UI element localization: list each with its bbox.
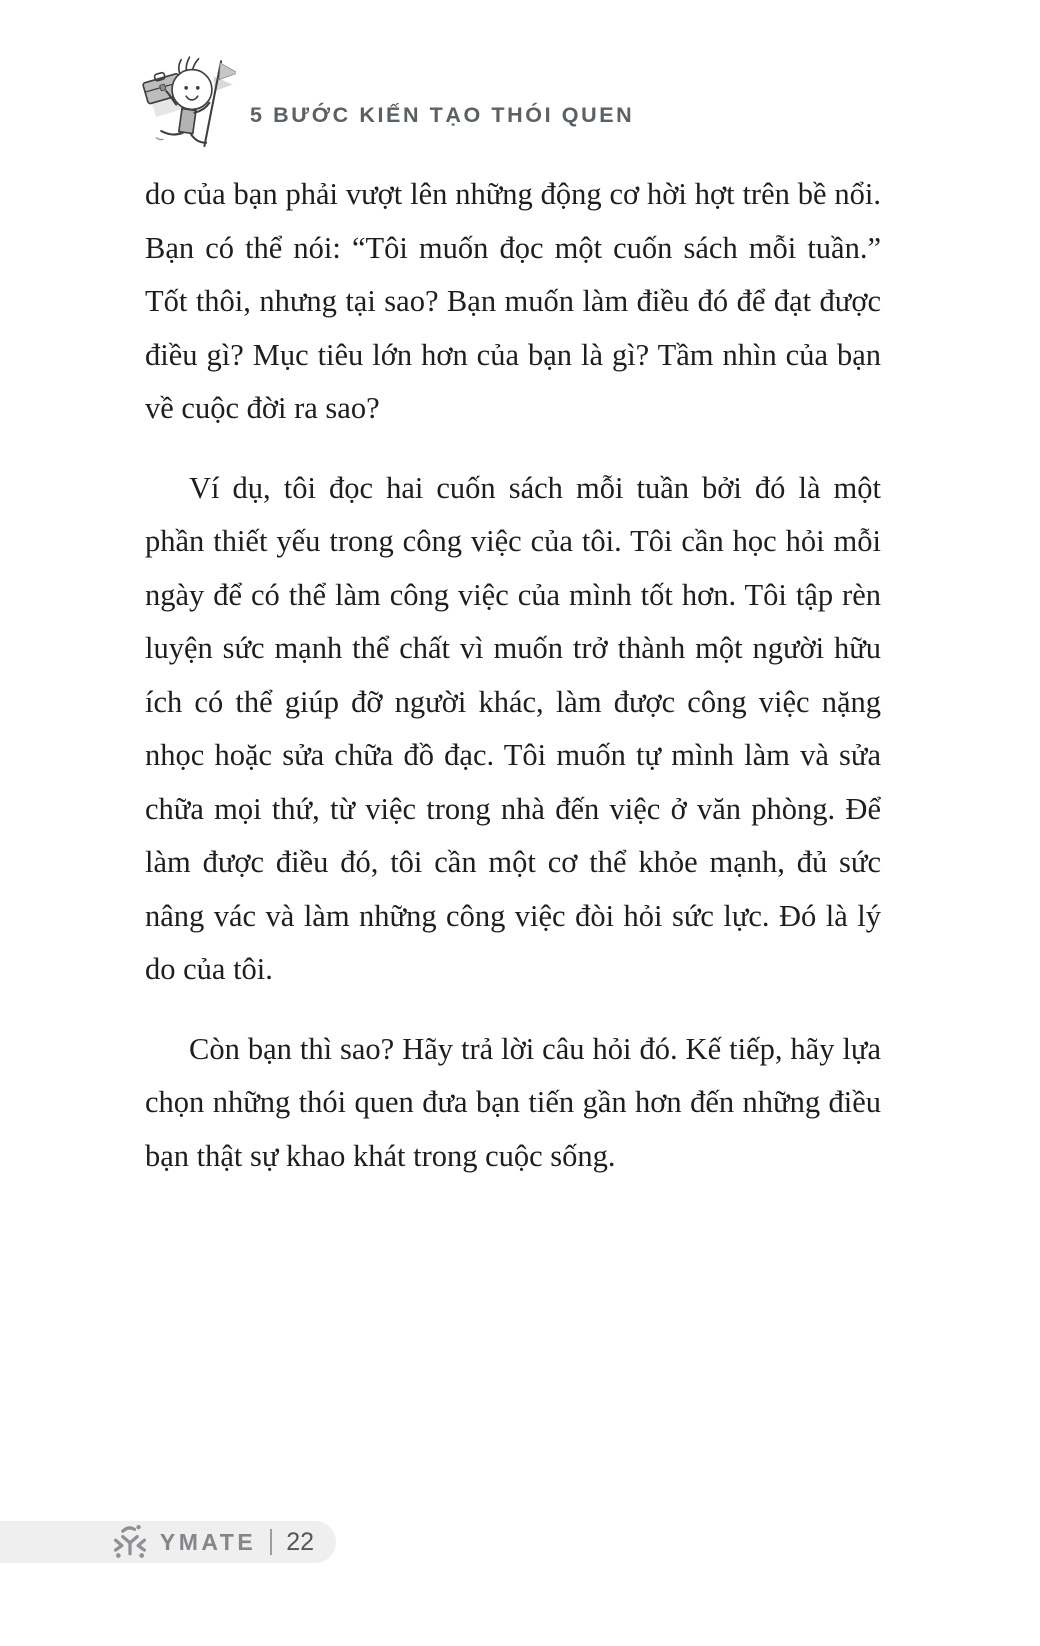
page-number: 22: [286, 1527, 314, 1556]
page-text: [145, 168, 881, 1209]
footer-bar: [0, 1521, 336, 1563]
running-character-with-toolbox-and-flag-icon: [128, 52, 236, 152]
chapter-header: [128, 52, 634, 152]
footer-divider: [270, 1529, 272, 1555]
footer-brand: YMATE: [159, 1528, 257, 1555]
paragraph: Còn bạn thì sao? Hãy trả lời câu hỏi đó. Kế tiếp, hãy lựa chọn những thói quen đưa bạn tiến gần hơn đến những điều bạn thật sự khao khát trong cuộc sống.: [145, 1031, 881, 1173]
paragraph: do của bạn phải vượt lên những động cơ hời hợt trên bề nổi. Bạn có thể nói: “Tôi muốn đọc một cuốn sách mỗi tuần.” Tốt thôi, nhưng tại sao? Bạn muốn làm điều đó để đạt được điều gì? Mục tiêu lớn hơn của bạn là gì? Tầm nhìn của bạn về cuộc đời ra sao?: [145, 177, 881, 425]
paragraph: Ví dụ, tôi đọc hai cuốn sách mỗi tuần bởi đó là một phần thiết yếu trong công việc của tôi. Tôi cần học hỏi mỗi ngày để có thể làm công việc của mình tốt hơn. Tôi tập rèn luyện sức mạnh thể chất vì muốn trở thành một người hữu ích có thể giúp đỡ người khác, làm được công việc nặng nhọc hoặc sửa chữa đồ đạc. Tôi muốn tự mình làm và sửa chữa mọi thứ, từ việc trong nhà đến việc ở văn phòng. Để làm được điều đó, tôi cần một cơ thể khỏe mạnh, đủ sức nâng vác và làm những công việc đòi hỏi sức lực. Đó là lý do của tôi.: [145, 470, 881, 986]
chapter-title: 5 BƯỚC KIẾN TẠO THÓI QUEN: [250, 102, 635, 127]
ymate-logo-icon: [112, 1524, 148, 1560]
